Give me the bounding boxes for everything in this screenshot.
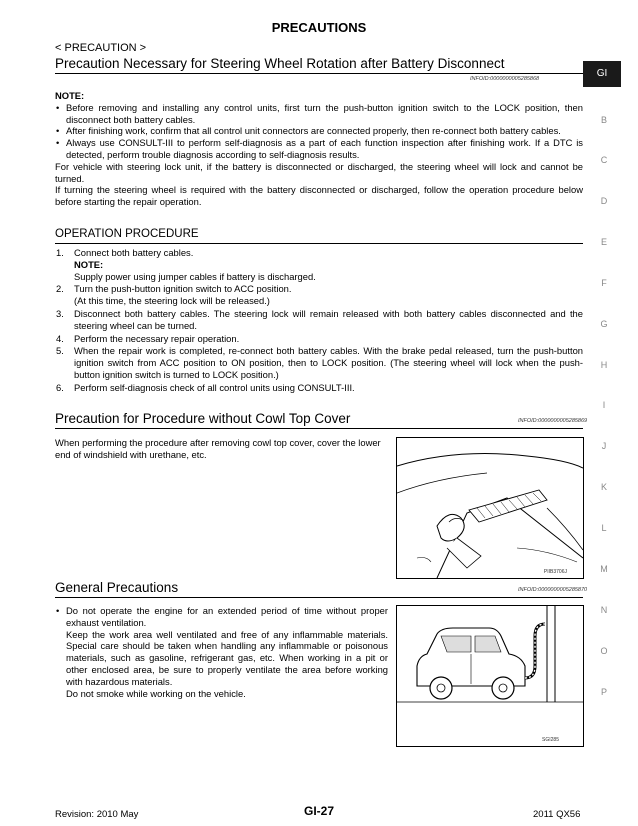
procedure-heading: OPERATION PROCEDURE [55,228,199,240]
list-item: 1. Connect both battery cables. NOTE: Supply power using jumper cables if battery is discharged. [56,247,316,282]
info-id-general: INFOID:0000000005285870 [518,587,588,593]
side-tab[interactable]: M [600,564,608,574]
ventilation-figure [396,605,584,747]
list-item: 5. When the repair work is completed, re-connect both battery cables. With the brake pedal released, turn the push-button ignition switch from ACC position to ON position, then to LOCK position. (The steering wheel will lock when the push-button ignition switch is turned to LOCK position.) [56,345,583,380]
side-tab[interactable]: K [600,482,607,492]
section-rule [55,73,583,74]
side-tab[interactable]: G [600,319,608,329]
side-tab[interactable]: H [600,360,608,370]
page-title: PRECAUTIONS [271,20,367,35]
section-rule [55,597,583,598]
side-tab[interactable]: L [601,523,607,533]
side-tab[interactable]: F [601,278,607,288]
side-tab[interactable]: O [600,646,608,656]
list-item: 3. Disconnect both battery cables. The steering lock will remain released with both battery cables disconnected and the steering wheel can be turned. [56,307,583,331]
note-bullet: • Before removing and installing any control units, first turn the push-button ignition switch to the LOCK position, then disconnect both battery cables. [55,102,583,126]
info-id-steering: INFOID:0000000005285868 [470,76,540,82]
paragraph: For vehicle with steering lock unit, if the battery is disconnected or discharged, the steering wheel will lock and cannot be turned. [55,160,583,184]
cowl-text: When performing the procedure after removing cowl top cover, cover the lower end of windshield with urethane, etc. [55,437,381,460]
general-bullet: • Do not operate the engine for an extended period of time without proper exhaust ventilation. [55,605,388,629]
procedure-rule [55,243,583,244]
steering-body [55,90,583,208]
list-item: 2. Turn the push-button ignition switch to ACC position. (At this time, the steering lock will be released.) [56,283,292,307]
windshield-figure [396,437,584,579]
side-tab[interactable]: P [600,687,607,697]
general-body [55,605,388,699]
breadcrumb: < PRECAUTION > [55,42,147,54]
figure-code: SGI285 [542,737,559,743]
section-title-steering: Precaution Necessary for Steering Wheel Rotation after Battery Disconnect [55,56,505,71]
step-note-label: NOTE: [74,258,104,270]
note-bullet: • Always use CONSULT-III to perform self-diagnosis as a part of each function inspection after finishing work. If a DTC is detected, perform trouble diagnosis according to self-diagnosis results. [55,137,583,161]
section-title-cowl: Precaution for Procedure without Cowl Top Cover [55,411,351,426]
paragraph: Keep the work area well ventilated and free of any inflammable materials. Special care should be taken when handling any inflammable or poisonous materials, such as gasoline, refrigerant gas, etc. When working in a pit or other enclosed area, be sure to properly ventilate the area before working with hazardous materials. [66,628,388,687]
side-tab[interactable]: B [600,115,607,125]
car-exhaust-ventilation-illustration [397,606,583,746]
step-note: Supply power using jumper cables if battery is discharged. [74,270,316,282]
side-tab[interactable]: I [602,400,606,410]
side-tab[interactable]: C [600,155,608,165]
side-tab[interactable]: D [600,196,608,206]
side-tab[interactable]: E [600,237,607,247]
list-item: 4. Perform the necessary repair operation. [56,332,240,344]
note-bullet: • After finishing work, confirm that all control unit connectors are connected properly, then re-connect both battery cables. [55,125,583,137]
paragraph: If turning the steering wheel is required with the battery disconnected or discharged, follow the operation procedure below before starting the repair operation. [55,184,583,208]
section-rule [55,428,583,429]
note-label: NOTE: [55,90,85,101]
page-number: GI-27 [303,804,334,818]
paragraph: Do not smoke while working on the vehicle. [66,687,246,699]
footer-model: 2011 QX56 [533,809,581,820]
info-id-cowl: INFOID:0000000005285869 [518,418,588,424]
side-tab-gi[interactable]: GI [583,61,621,87]
figure-code: PIIB3706J [543,569,567,575]
side-tab[interactable]: N [600,605,608,615]
side-tab[interactable]: J [601,441,607,451]
side-index [589,60,619,780]
section-title-general: General Precautions [55,580,179,595]
procedure-steps [55,247,583,395]
footer-revision: Revision: 2010 May [55,809,139,820]
list-item: 6. Perform self-diagnosis check of all control units using CONSULT-III. [56,381,355,393]
windshield-urethane-illustration [397,438,583,578]
